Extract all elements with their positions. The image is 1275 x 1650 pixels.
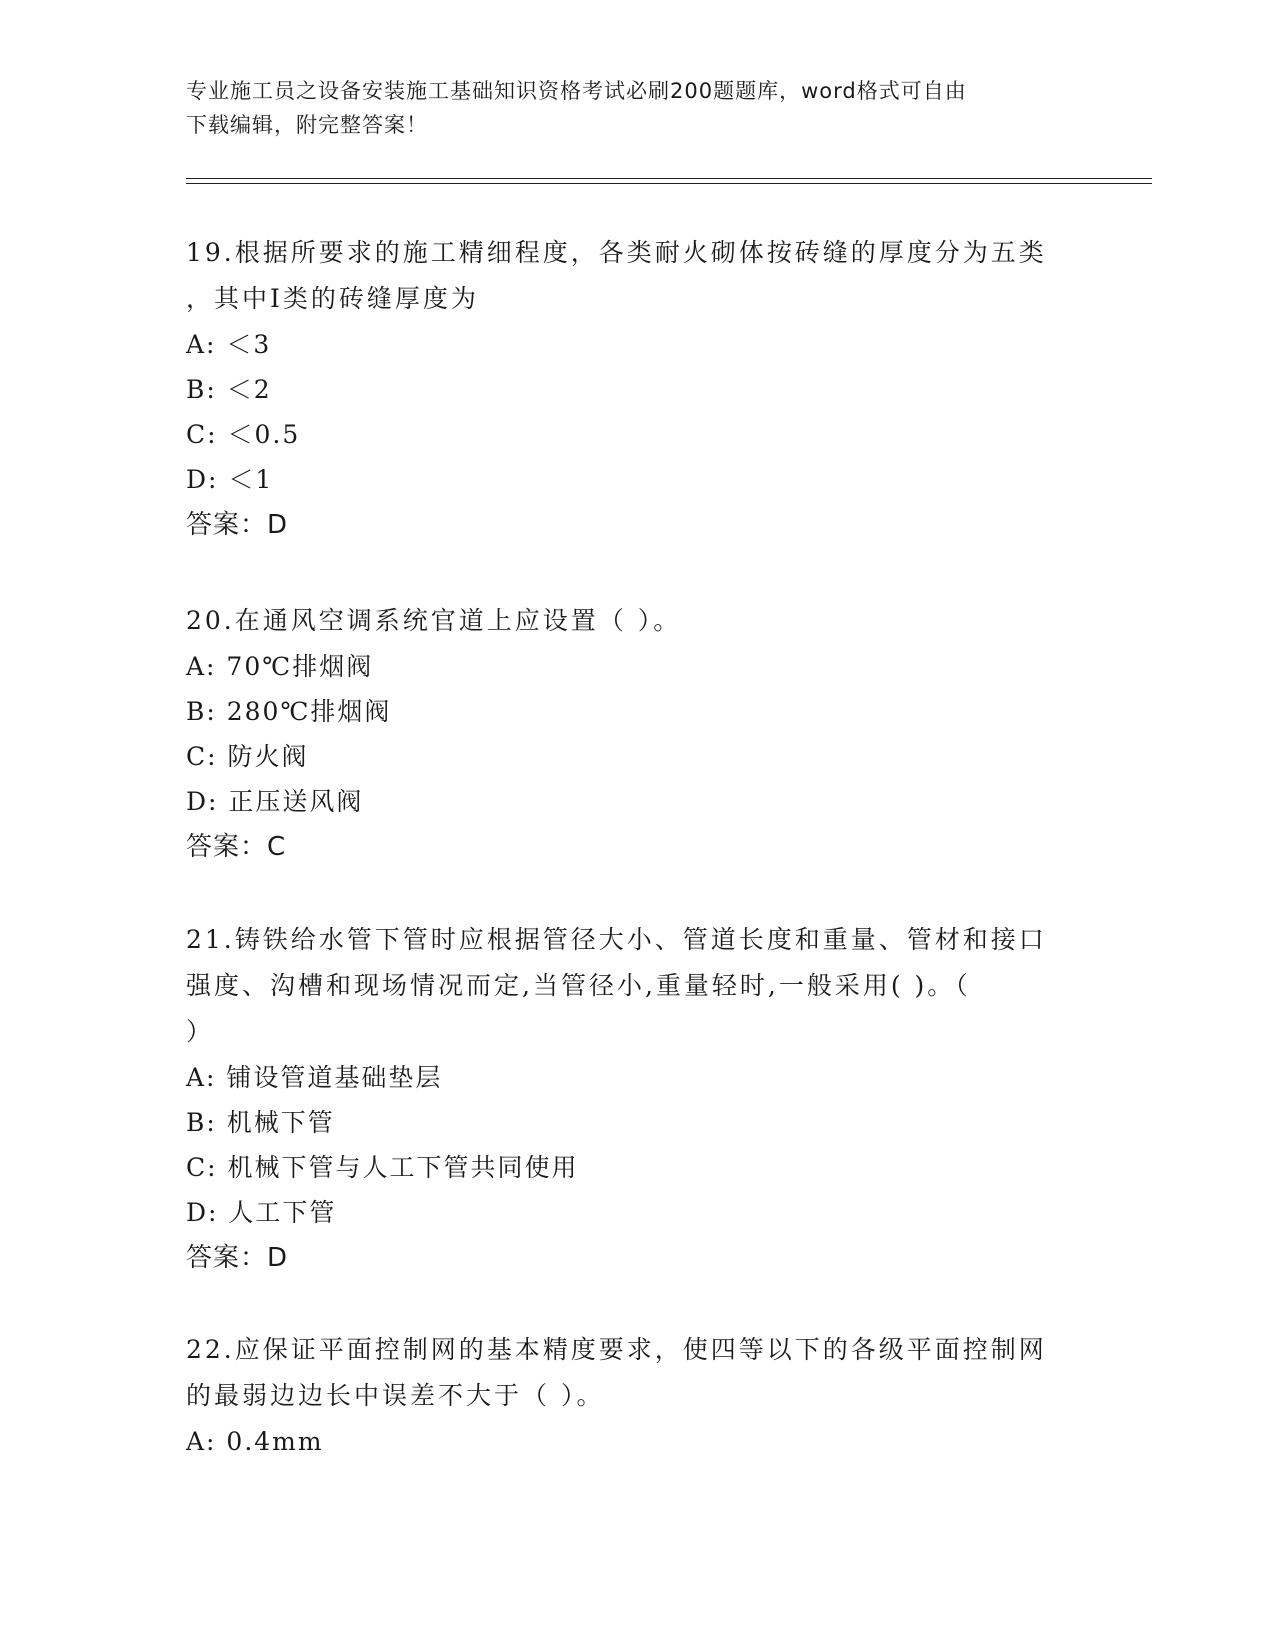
option-c: C: 机械下管与人工下管共同使用	[186, 1153, 579, 1182]
answer: 答案：D	[186, 510, 289, 540]
question-20	[186, 598, 1086, 870]
header-divider-top	[186, 178, 1152, 179]
question-19	[186, 230, 1086, 548]
answer: 答案：C	[186, 832, 287, 862]
option-c: C: 防火阀	[186, 742, 309, 771]
question-stem: 19.根据所要求的施工精细程度，各类耐火砌体按砖缝的厚度分为五类	[186, 238, 1047, 267]
question-stem: 强度、沟槽和现场情况而定,当管径小,重量轻时,一般采用( )。（	[186, 971, 971, 1000]
header-divider-bottom	[186, 183, 1152, 184]
option-a: A: 0.4mm	[186, 1427, 324, 1456]
option-b: B: ＜2	[186, 375, 272, 404]
header-line-1: 专业施工员之设备安装施工基础知识资格考试必刷200题题库，word格式可自由	[186, 79, 967, 103]
answer: 答案：D	[186, 1243, 289, 1273]
option-a: A: ＜3	[186, 330, 272, 359]
header-line-2: 下载编辑，附完整答案！	[186, 113, 428, 137]
question-stem: ）	[186, 1017, 215, 1046]
question-stem: 21.铸铁给水管下管时应根据管径大小、管道长度和重量、管材和接口	[186, 925, 1047, 954]
option-d: D: 正压送风阀	[186, 787, 364, 816]
option-b: B: 机械下管	[186, 1108, 335, 1137]
option-b: B: 280℃排烟阀	[186, 697, 392, 726]
question-21	[186, 917, 1086, 1281]
question-stem: 20.在通风空调系统官道上应设置（ ）。	[186, 606, 682, 635]
question-22	[186, 1327, 1086, 1464]
option-d: D: 人工下管	[186, 1198, 337, 1227]
question-stem: 22.应保证平面控制网的基本精度要求，使四等以下的各级平面控制网	[186, 1335, 1047, 1364]
question-stem: ，其中Ⅰ类的砖缝厚度为	[186, 284, 479, 313]
option-a: A: 70℃排烟阀	[186, 652, 374, 681]
option-c: C: ＜0.5	[186, 420, 301, 449]
document-header	[186, 74, 1066, 142]
option-a: A: 铺设管道基础垫层	[186, 1063, 443, 1092]
option-d: D: ＜1	[186, 465, 274, 494]
question-stem: 的最弱边边长中误差不大于（ ）。	[186, 1381, 605, 1410]
